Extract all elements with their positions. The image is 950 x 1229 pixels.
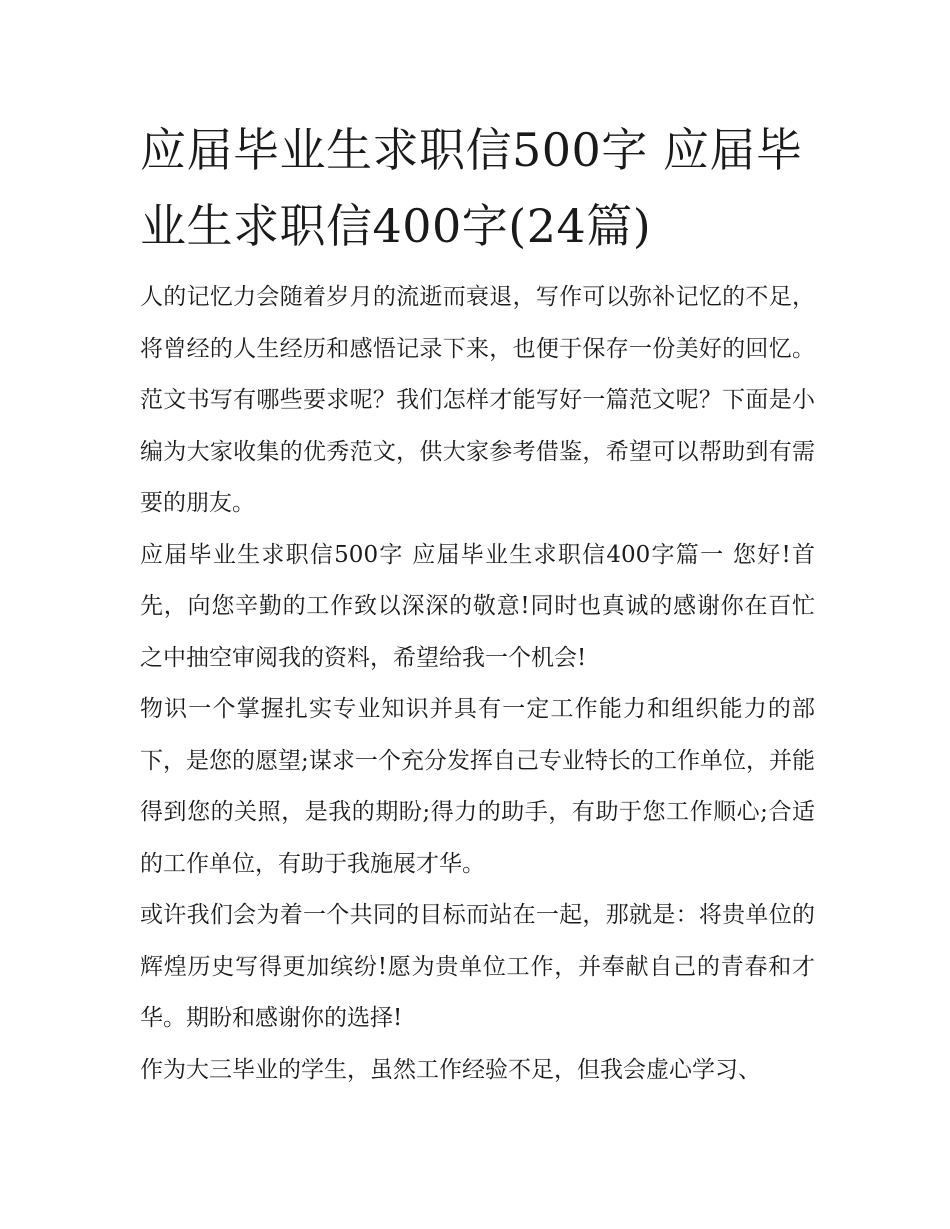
paragraph-goal: 或许我们会为着一个共同的目标而站在一起，那就是：将贵单位的辉煌历史写得更加缤纷!愿为贵单位工作，并奉献自己的青春和才华。期盼和感谢你的选择!	[140, 902, 815, 1031]
paragraph-intro: 人的记忆力会随着岁月的流逝而衰退，写作可以弥补记忆的不足，将曾经的人生经历和感悟记录下来，也便于保存一份美好的回忆。范文书写有哪些要求呢？我们怎样才能写好一篇范文呢？下面是小编为大家收集的优秀范文，供大家参考借鉴，希望可以帮助到有需要的朋友。	[140, 284, 815, 516]
paragraph-experience: 作为大三毕业的学生，虽然工作经验不足，但我会虚心学习、	[140, 1056, 761, 1083]
paragraph-greeting: 应届毕业生求职信500字 应届毕业生求职信400字篇一 您好!首先，向您辛勤的工作致以深深的敬意!同时也真诚的感谢你在百忙之中抽空审阅我的资料，希望给我一个机会!	[140, 541, 815, 671]
document-title: 应届毕业生求职信500字 应届毕业生求职信400字(24篇)	[140, 123, 803, 253]
document-page	[140, 112, 815, 1096]
paragraph-wish: 物识一个掌握扎实专业知识并具有一定工作能力和组织能力的部下，是您的愿望;谋求一个充分发挥自己专业特长的工作单位，并能得到您的关照，是我的期盼;得力的助手，有助于您工作顺心;合适的工作单位，有助于我施展才华。	[140, 696, 815, 877]
